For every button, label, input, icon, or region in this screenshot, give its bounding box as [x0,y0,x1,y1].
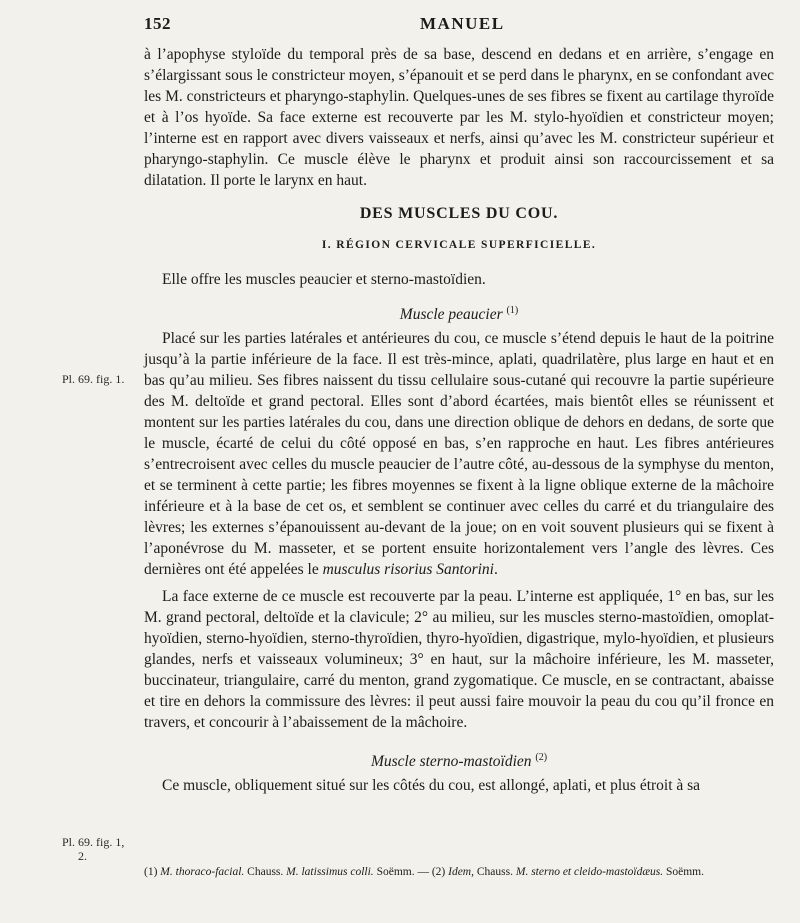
page-number: 152 [144,14,171,33]
muscle-heading-sterno-mastoidien [144,747,774,771]
footnote-2 [432,866,704,878]
paragraph-end: . [493,561,498,578]
page-header [144,14,774,38]
region-lead-paragraph: Elle offre les muscles peaucier et sterno-mastoïdien. [162,271,486,288]
footnote-text: Soëmm. [665,866,704,878]
peaucier-paragraph-1 [144,328,774,580]
footnote-italic: M. thoraco-facial. [160,866,245,878]
footnote-text: Chauss. [247,866,284,878]
intro-paragraph: à l’apophyse styloïde du temporal près de sa base, descend en dedans et en arrière, s’engage en s’élargissant sous le constricteur moyen, s’épanouit et se perd dans le pharynx, en se confondant avec les M. constricteurs et pharyngo-staphylin. Quelques-unes de ses fibres se fixent au cartilage thyroïde et à l’os hyoïde. Sa face externe est recouverte par les M. stylo-hyoïdien et constricteur moyen; l’interne est en rapport avec divers vaisseaux et nerfs, ainsi qu’avec les M. constricteur supérieur et pharyngo-staphylin. Ce muscle élève le pharynx et produit ainsi son raccourcissement et sa dilatation. Il porte le larynx en haut. [144,46,774,189]
italic-term: musculus risorius Santorini [322,561,494,578]
margin-note-plate-reference-2 [62,835,124,863]
footnote-italic: M. sterno et cleido-mastoïdæus. [515,866,664,878]
muscle-heading-peaucier [144,300,774,324]
footnotes [144,864,774,881]
muscle-heading-text: Muscle sterno-mastoïdien [370,753,532,771]
sterno-paragraph-1: Ce muscle, obliquement situé sur les côtés du cou, est allongé, aplati, et plus étroit à sa [162,777,701,794]
muscle-heading-text: Muscle peaucier [399,306,503,324]
margin-note-line: Pl. 69. fig. 1, [62,835,125,849]
footnote-text: Chauss. [476,866,513,878]
footnote-marker: (1) [506,305,519,316]
page-body [144,44,774,796]
margin-note-plate-reference: Pl. 69. fig. 1. [62,372,125,386]
footnote-mark: (2) [431,866,446,878]
subsection-heading: I. RÉGION CERVICALE SUPERFICIELLE. [321,239,597,251]
footnote-1 [144,866,432,878]
section-heading: DES MUSCLES DU COU. [359,205,559,222]
peaucier-paragraph-2: La face externe de ce muscle est recouverte par la peau. L’interne est appliquée, 1° en bas, sur les M. grand pectoral, deltoïde et la clavicule; 2° au milieu, sur les muscles sterno-mastoïdien, omoplat-hyoïdien, sterno-hyoïdien, sterno-thyroïdien, thyro-hyoïdien, digastrique, mylo-hyoïdien, et plusieurs glandes, nerfs et vaisseaux volumineux; 3° en haut, sur la mâchoire inférieure, les M. masseter, buccinateur, triangulaire, carré du menton, grand zygomatique. Ce muscle, en se contractant, abaisse et tire en dehors la commissure des lèvres: il peut aussi faire mouvoir la peau du cou qu’il fronce en travers, et concourir à l’abaissement de la mâchoire. [144,588,774,731]
margin-note-line: 2. [78,849,87,863]
footnote-mark: (1) [144,866,158,878]
footnote-text: Soëmm. — [376,866,429,878]
paragraph-text: Placé sur les parties latérales et antérieures du cou, ce muscle s’étend depuis le haut de la poitrine jusqu’à la partie inférieure de la face. Il est très-mince, aplati, quadrilatère, plus large en haut et en bas qu’au milieu. Ses fibres naissent du tissu cellulaire sous-cutané qui recouvre la partie supérieure des M. deltoïde et grand pectoral. Elles sont d’abord écartées, mais bientôt elles se réunissent et montent sur les parties latérales du cou, dans une direction oblique de dehors en dedans, de sorte que le muscle, écarté de celui du côté opposé en bas, s’en rapproche en haut. Les fibres antérieures s’entrecroisent avec celles du muscle peaucier de l’autre côté, au-dessous de la symphyse du menton, et se terminent à cette partie; les fibres moyennes se fixent à la ligne oblique externe de la mâchoire inférieure et à la base de cet os, et semblent se continuer avec celles du carré et du triangulaire des lèvres; les externes s’épanouissent au-devant de la joue; on en voit souvent plusieurs qui se fixent à l’aponévrose du M. masseter, et se portent ensuite horizontalement vers l’angle des lèvres. Ces dernières ont été appelées le [144,330,774,578]
running-title: MANUEL [420,14,505,33]
footnote-marker: (2) [535,752,548,763]
footnote-italic: Idem, [448,866,474,878]
footnote-italic: M. latissimus colli. [286,866,374,878]
